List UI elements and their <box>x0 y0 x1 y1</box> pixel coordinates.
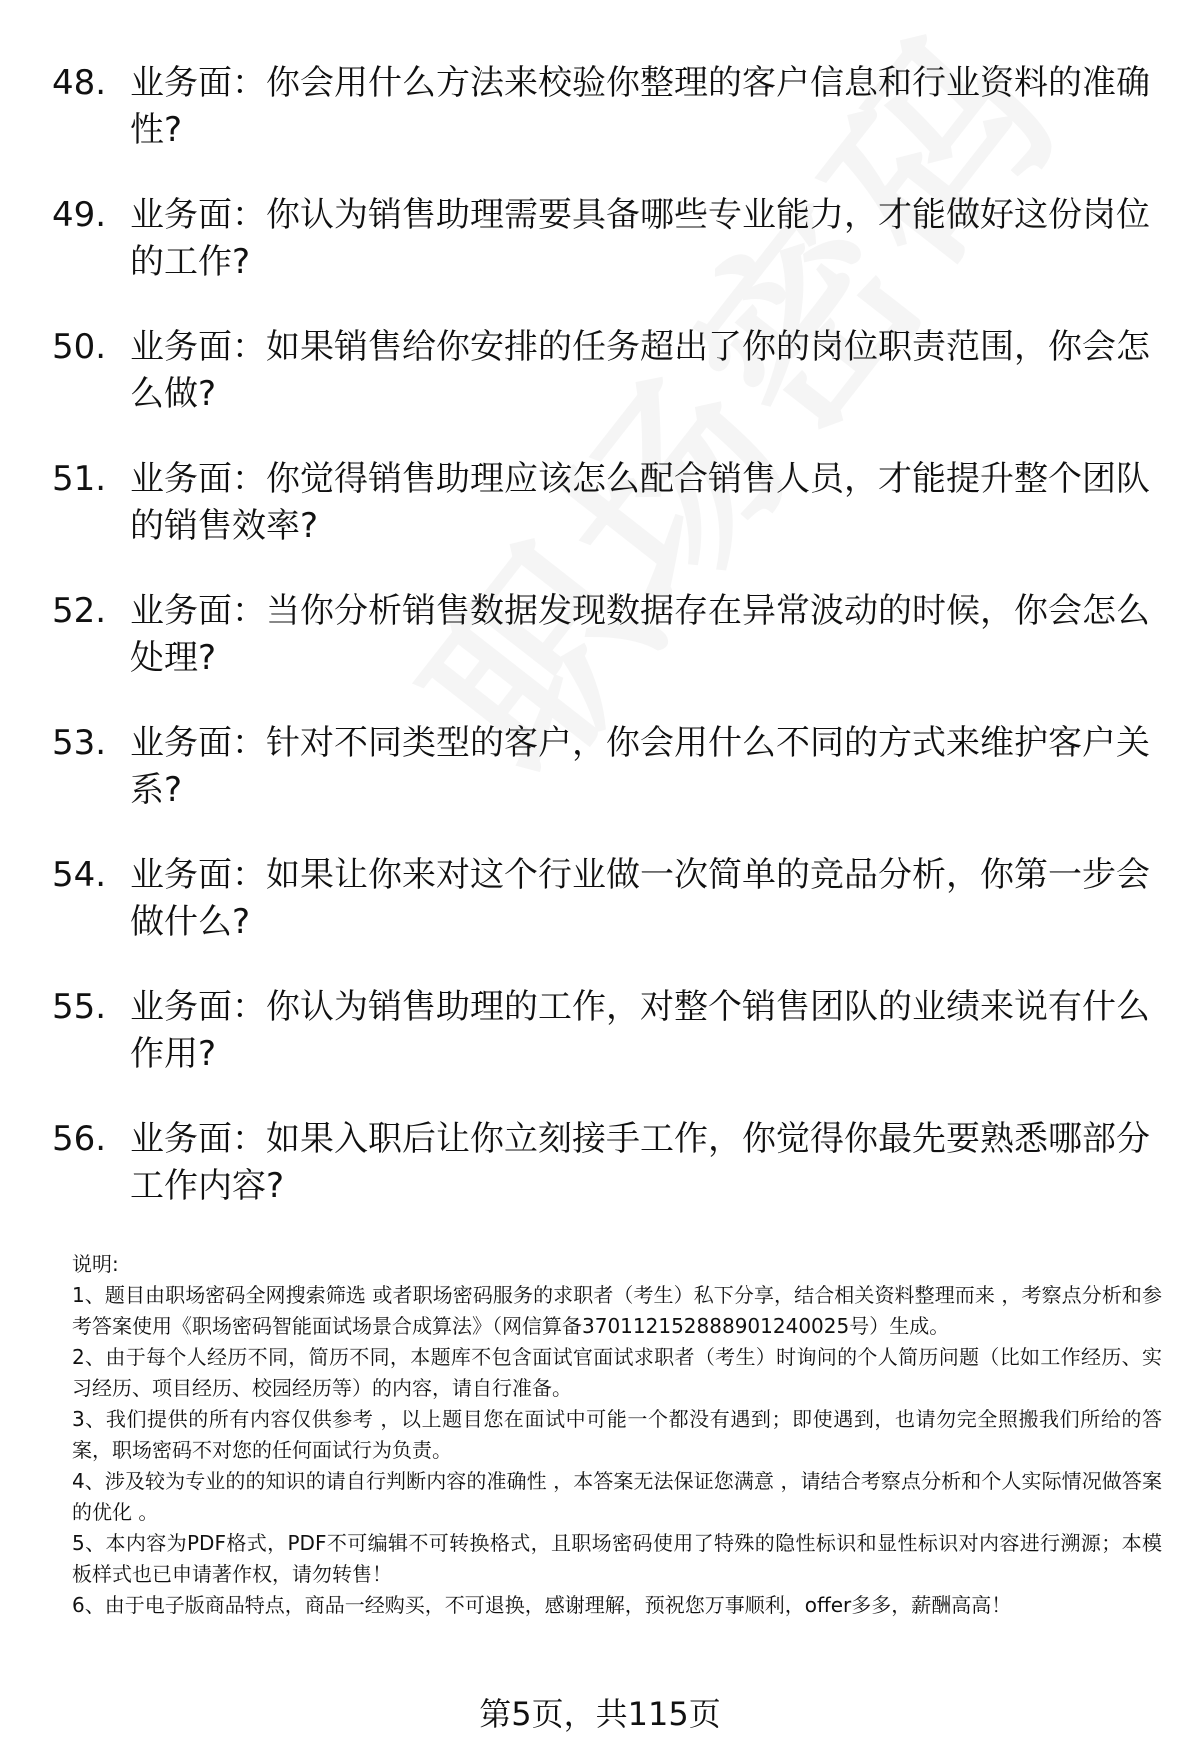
question-text: 业务面：如果让你来对这个行业做一次简单的竞品分析，你第一步会做什么? <box>130 855 1150 942</box>
question-number: 54. <box>52 855 107 895</box>
note-item: 1、题目由职场密码全网搜索筛选 或者职场密码服务的求职者（考生）私下分享，结合相关资料整理而来 ，考察点分析和参考答案使用《职场密码智能面试场景合成算法》（网信算备370112152888901240025号）生成。 <box>72 1283 1162 1338</box>
notes-title: 说明: <box>72 1252 119 1276</box>
question-item <box>52 1116 1157 1248</box>
question-text: 业务面：如果销售给你安排的任务超出了你的岗位职责范围，你会怎么做? <box>130 327 1150 414</box>
question-item <box>52 60 1157 192</box>
question-item <box>52 852 1157 984</box>
note-item: 2、由于每个人经历不同，简历不同，本题库不包含面试官面试求职者（考生）时询问的个人简历问题（比如工作经历、实习经历、项目经历、校园经历等）的内容，请自行准备。 <box>72 1345 1162 1400</box>
question-item <box>52 984 1157 1116</box>
page-number: 第5页，共115页 <box>479 1695 721 1733</box>
question-item <box>52 456 1157 588</box>
question-number: 56. <box>52 1119 107 1159</box>
question-number: 48. <box>52 63 107 103</box>
notes-section <box>72 1249 1162 1621</box>
question-number: 51. <box>52 459 107 499</box>
question-text: 业务面：针对不同类型的客户，你会用什么不同的方式来维护客户关系? <box>130 723 1150 810</box>
question-text: 业务面：如果入职后让你立刻接手工作，你觉得你最先要熟悉哪部分工作内容? <box>130 1119 1150 1206</box>
question-item <box>52 720 1157 852</box>
question-text: 业务面：你认为销售助理的工作，对整个销售团队的业绩来说有什么作用? <box>130 987 1150 1074</box>
note-item: 4、涉及较为专业的的知识的请自行判断内容的准确性 ，本答案无法保证您满意 ，请结合考察点分析和个人实际情况做答案的优化 。 <box>72 1469 1162 1524</box>
note-item: 6、由于电子版商品特点，商品一经购买，不可退换，感谢理解，预祝您万事顺利，offer多多，薪酬高高！ <box>72 1593 1012 1617</box>
question-text: 业务面：你觉得销售助理应该怎么配合销售人员，才能提升整个团队的销售效率? <box>130 459 1150 546</box>
question-list <box>52 60 1157 1248</box>
question-text: 业务面：当你分析销售数据发现数据存在异常波动的时候，你会怎么处理? <box>130 591 1150 678</box>
question-number: 50. <box>52 327 107 367</box>
question-text: 业务面：你认为销售助理需要具备哪些专业能力，才能做好这份岗位的工作? <box>130 195 1150 282</box>
question-number: 49. <box>52 195 107 235</box>
question-item <box>52 588 1157 720</box>
question-item <box>52 192 1157 324</box>
question-number: 53. <box>52 723 107 763</box>
note-item: 3、我们提供的所有内容仅供参考 ，以上题目您在面试中可能一个都没有遇到；即使遇到，也请勿完全照搬我们所给的答案，职场密码不对您的任何面试行为负责。 <box>72 1407 1162 1462</box>
question-number: 52. <box>52 591 107 631</box>
question-item <box>52 324 1157 456</box>
question-text: 业务面：你会用什么方法来校验你整理的客户信息和行业资料的准确性? <box>130 63 1150 150</box>
question-number: 55. <box>52 987 107 1027</box>
note-item: 5、本内容为PDF格式，PDF不可编辑不可转换格式，且职场密码使用了特殊的隐性标识和显性标识对内容进行溯源；本模板样式也已申请著作权，请勿转售！ <box>72 1531 1162 1586</box>
